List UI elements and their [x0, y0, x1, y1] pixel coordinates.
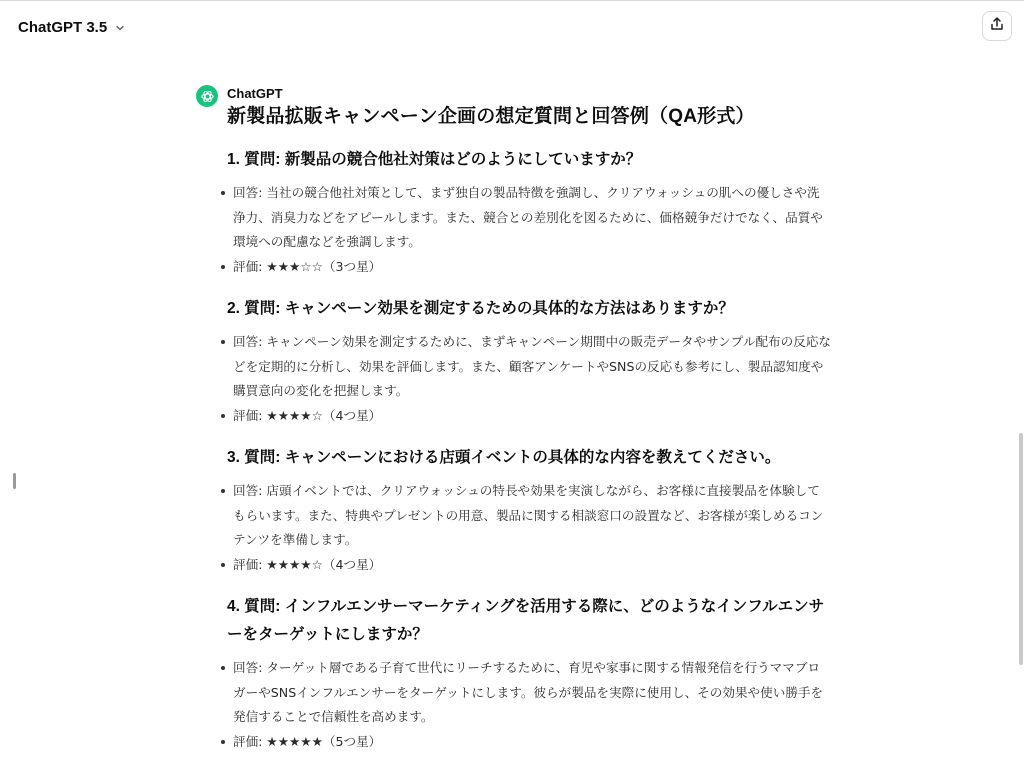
top-bar: [0, 1, 1024, 53]
chevron-down-icon: [113, 20, 127, 34]
scrollbar-thumb[interactable]: [1019, 433, 1023, 665]
question-heading: 3. 質問: キャンペーンにおける店頭イベントの具体的な内容を教えてください。: [227, 449, 781, 466]
share-button[interactable]: [982, 11, 1012, 41]
qa-list: [227, 656, 832, 754]
rating-text: 評価: ★★★☆☆（3つ星）: [227, 255, 832, 280]
qa-list: [227, 479, 832, 577]
response-title: 新製品拡販キャンペーン企画の想定質問と回答例（QA形式）: [227, 106, 755, 127]
rating-text: 評価: ★★★★☆（4つ星）: [227, 553, 832, 578]
message-author: ChatGPT: [227, 86, 283, 101]
qa-item: [227, 146, 832, 279]
rating-text: 評価: ★★★★☆（4つ星）: [227, 404, 832, 429]
answer-text: 回答: ターゲット層である子育て世代にリーチするために、育児や家事に関する情報発信を行うママブロガーやSNSインフルエンサーをターゲットにします。彼らが製品を実際に使用し、その効果や使い勝手を発信することで信頼性を高めます。: [227, 656, 832, 730]
openai-logo-icon: [196, 85, 218, 107]
rating-text: 評価: ★★★★★（5つ星）: [227, 730, 832, 755]
answer-text: 回答: 当社の競合他社対策として、まず独自の製品特徴を強調し、クリアウォッシュの肌への優しさや洗浄力、消臭力などをアピールします。また、競合との差別化を図るために、価格競争だけでなく、品質や環境への配慮などを強調します。: [227, 181, 832, 255]
answer-text: 回答: キャンペーン効果を測定するために、まずキャンペーン期間中の販売データやサンプル配布の反応などを定期的に分析し、効果を評価します。また、顧客アンケートやSNSの反応も参考にし、製品認知度や購買意向の変化を把握します。: [227, 330, 832, 404]
qa-item: [227, 444, 832, 577]
answer-text: 回答: 店頭イベントでは、クリアウォッシュの特長や効果を実演しながら、お客様に直接製品を体験してもらいます。また、特典やプレゼントの用意、製品に関する相談窓口の設置など、お客様が楽しめるコンテンツを準備します。: [227, 479, 832, 553]
qa-item: [227, 295, 832, 428]
share-icon: [989, 16, 1005, 36]
qa-list: [227, 330, 832, 428]
model-selector[interactable]: [10, 15, 135, 39]
question-heading: 2. 質問: キャンペーン効果を測定するための具体的な方法はありますか？: [227, 300, 734, 317]
model-name: ChatGPT 3.5: [18, 18, 108, 36]
message-content: [227, 103, 832, 770]
sidebar-resize-handle[interactable]: [13, 473, 16, 489]
question-heading: 1. 質問: 新製品の競合他社対策はどのようにしていますか？: [227, 151, 642, 168]
question-heading: 4. 質問: インフルエンサーマーケティングを活用する際に、どのようなインフルエンサーをターゲットにしますか？: [227, 598, 825, 643]
qa-list: [227, 181, 832, 279]
qa-item: [227, 593, 832, 754]
